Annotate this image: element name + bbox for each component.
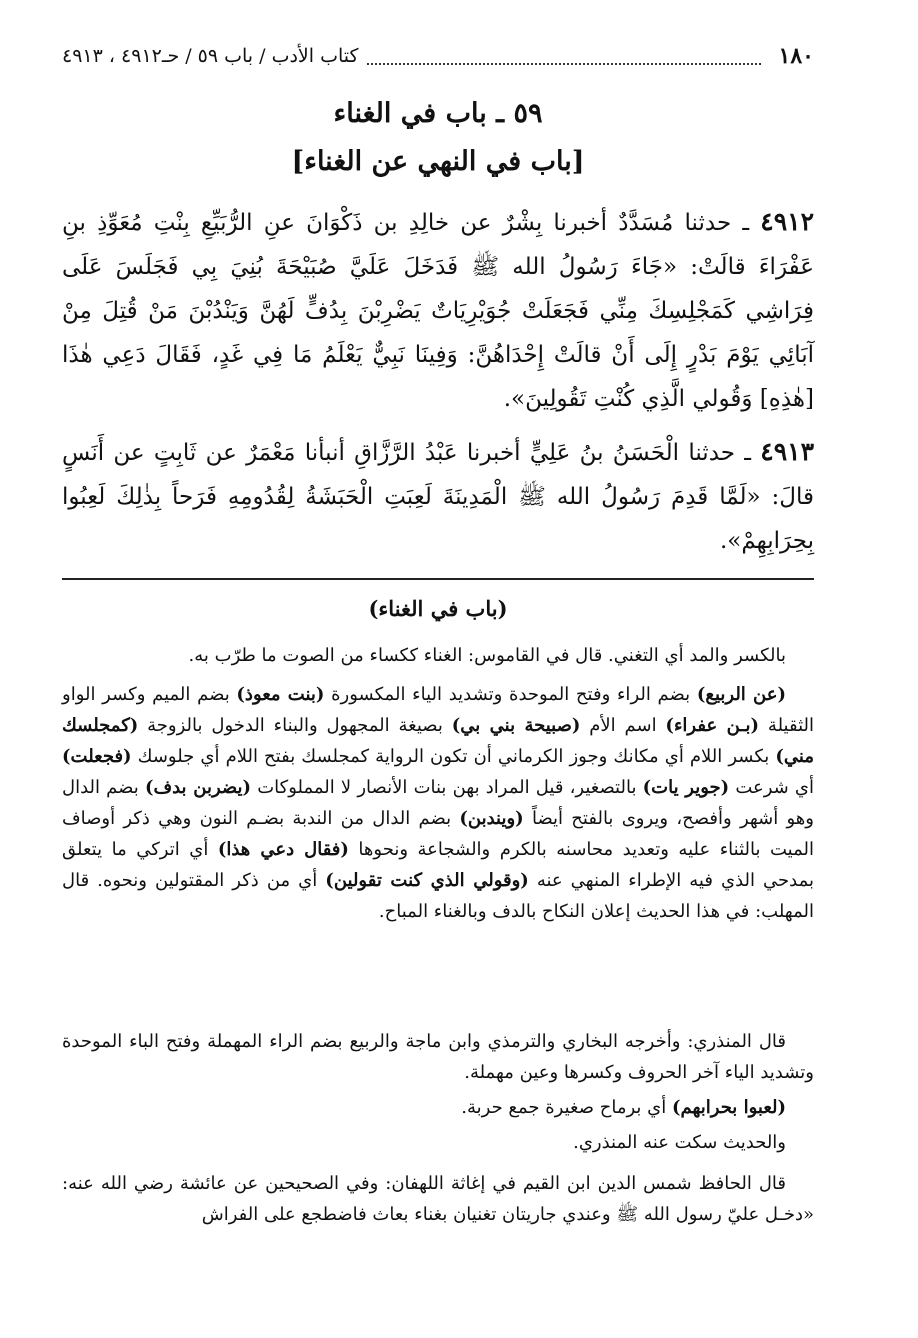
gloss-text: بكسر اللام أي مكانك وجوز الكرماني أن تكون الرواية كمجلسك بفتح اللام أي جلوسك <box>131 746 776 767</box>
commentary-divider <box>62 578 814 580</box>
commentary-paragraph: والحديث سكت عنه المنذري. <box>573 1132 786 1153</box>
commentary-title: (باب في الغناء) <box>368 596 508 621</box>
commentary-paragraph <box>62 1092 814 1123</box>
hadith-number: ٤٩١٣ <box>760 437 815 466</box>
chapter-title: ٥٩ ـ باب في الغناء <box>333 98 543 129</box>
commentary-paragraph: قال المنذري: وأخرجه البخاري والترمذي وابن ماجة والربيع بضم الراء المهملة وفتح الباء الموحدة وتشديد الياء آخر الحروف وكسرها وعين مهملة. <box>62 1031 814 1083</box>
gloss-text: بضم الراء وفتح الموحدة وتشديد الياء المكسورة <box>324 684 697 705</box>
gloss-term: (بنت معوذ) <box>236 684 325 705</box>
hadith-text: ـ حدثنا مُسَدَّدٌ أخبرنا بِشْرٌ عن خالِدِ بن ذَكْوَانَ عنِ الرُّبَيِّعِ بِنْتِ مُعَوِّذِ بنِ عَفْرَاءَ قالَتْ: «جَاءَ رَسُولُ الله ﷺ فَدَخَلَ عَلَيَّ صُبَيْحَةَ بُنِيَ بِي فَجَلَسَ عَلَى فِرَاشِي كَمَجْلِسِكَ مِنِّي فَجَعَلَتْ جُوَيْرِيَاتٌ يَضْرِبْنَ بِدُفٍّ لَهُنَّ وَيَنْدُبْنَ مَنْ قُتِلَ مِنْ آبَائِي يَوْمَ بَدْرٍ إِلَى أَنْ قالَتْ إِحْدَاهُنَّ: وَفِينَا نَبِيٌّ يَعْلَمُ مَا فِي غَدٍ، فَقَالَ دَعِي هٰذَا [هٰذِهِ] وَقُولي الَّذِي كُنْتِ تَقُولِينَ». <box>62 210 814 412</box>
gloss-text: بضم الدال من الندبة بضـم النون وهي ذكر أوصاف الميت بالثناء عليه وتعديد محاسنه بالكرم والشجاعة ونحوها <box>62 808 814 860</box>
gloss-term: (صبيحة بني بي) <box>451 715 581 736</box>
page-header <box>62 36 814 76</box>
commentary-body-2 <box>62 1026 814 1230</box>
gloss-text: اسم الأم <box>580 715 666 736</box>
gloss-text: بالتصغير، قيل المراد بهن بنات الأنصار لا المملوكات <box>251 777 643 798</box>
gloss-text: أي شرعت <box>729 777 815 798</box>
gloss-term: (لعبوا بحرابهم) <box>671 1097 786 1118</box>
gloss-term: (فقال دعي هذا) <box>217 839 349 860</box>
gloss-term: (جوير يات) <box>642 777 730 798</box>
gloss-term: (بـن عفراء) <box>665 715 760 736</box>
gloss-text: بضم الدال وهو أشهر وأفصح، ويروى بالفتح أيضاً <box>62 777 814 829</box>
running-title: كتاب الأدب / باب ٥٩ / حـ٤٩١٢ ، ٤٩١٣ <box>62 45 359 67</box>
gloss-text: بصيغة المجهول والبناء الدخول بالزوجة <box>138 715 452 736</box>
commentary-body <box>62 640 814 927</box>
chapter-subtitle: [باب في النهي عن الغناء] <box>291 146 585 177</box>
gloss-term: (وقولي الذي كنت تقولين) <box>325 870 529 891</box>
commentary-paragraph: قال الحافظ شمس الدين ابن القيم في إغاثة اللهفان: وفي الصحيحين عن عائشة رضي الله عنه: «دخـل عليّ رسول الله ﷺ وعندي جاريتان تغنيان بغناء بعاث فاضطجع على الفراش <box>62 1173 814 1225</box>
hadith-4912 <box>62 200 814 421</box>
hadith-4913 <box>62 430 814 563</box>
gloss-text: بضم الميم وكسر الواو الثقيلة <box>62 684 814 736</box>
gloss-term: (ويندبن) <box>459 808 524 829</box>
gloss-term: (عن الربيع) <box>696 684 786 705</box>
hadith-number: ٤٩١٢ <box>760 207 814 236</box>
gloss-text: أي برماح صغيرة جمع حربة. <box>461 1097 672 1118</box>
gloss-text: أي اتركي ما يتعلق بمدحي الذي فيه الإطراء المنهي عنه <box>62 839 814 891</box>
gloss-text: أي من ذكر المقتولين ونحوه. قال المهلب: في هذا الحديث إعلان النكاح بالدف وبالغناء المباح. <box>62 870 814 922</box>
gloss-term: (يضربن بدف) <box>144 777 252 798</box>
commentary-paragraph-glosses <box>62 679 814 927</box>
gloss-term: (كمجلسك مني) <box>62 715 814 767</box>
gloss-term: (فجعلت) <box>62 746 132 767</box>
page-number: ١٨٠ <box>778 43 814 69</box>
commentary-paragraph: بالكسر والمد أي التغني. قال في القاموس: الغناء ككساء من الصوت ما طرّب به. <box>188 645 786 666</box>
hadith-text: ـ حدثنا الْحَسَنُ بنُ عَلِيٍّ أخبرنا عَبْدُ الرَّزَّاقِ أنبأنا مَعْمَرٌ عن ثَابِتٍ عن أَنَسٍ قالَ: «لَمَّا قَدِمَ رَسُولُ الله ﷺ الْمَدِينَةَ لَعِبَتِ الْحَبَشَةُ لِقُدُومِهِ فَرَحاً بِذٰلِكَ لَعِبُوا بِحِرَابِهِمْ». <box>62 440 814 554</box>
header-leader-dots <box>367 47 761 65</box>
